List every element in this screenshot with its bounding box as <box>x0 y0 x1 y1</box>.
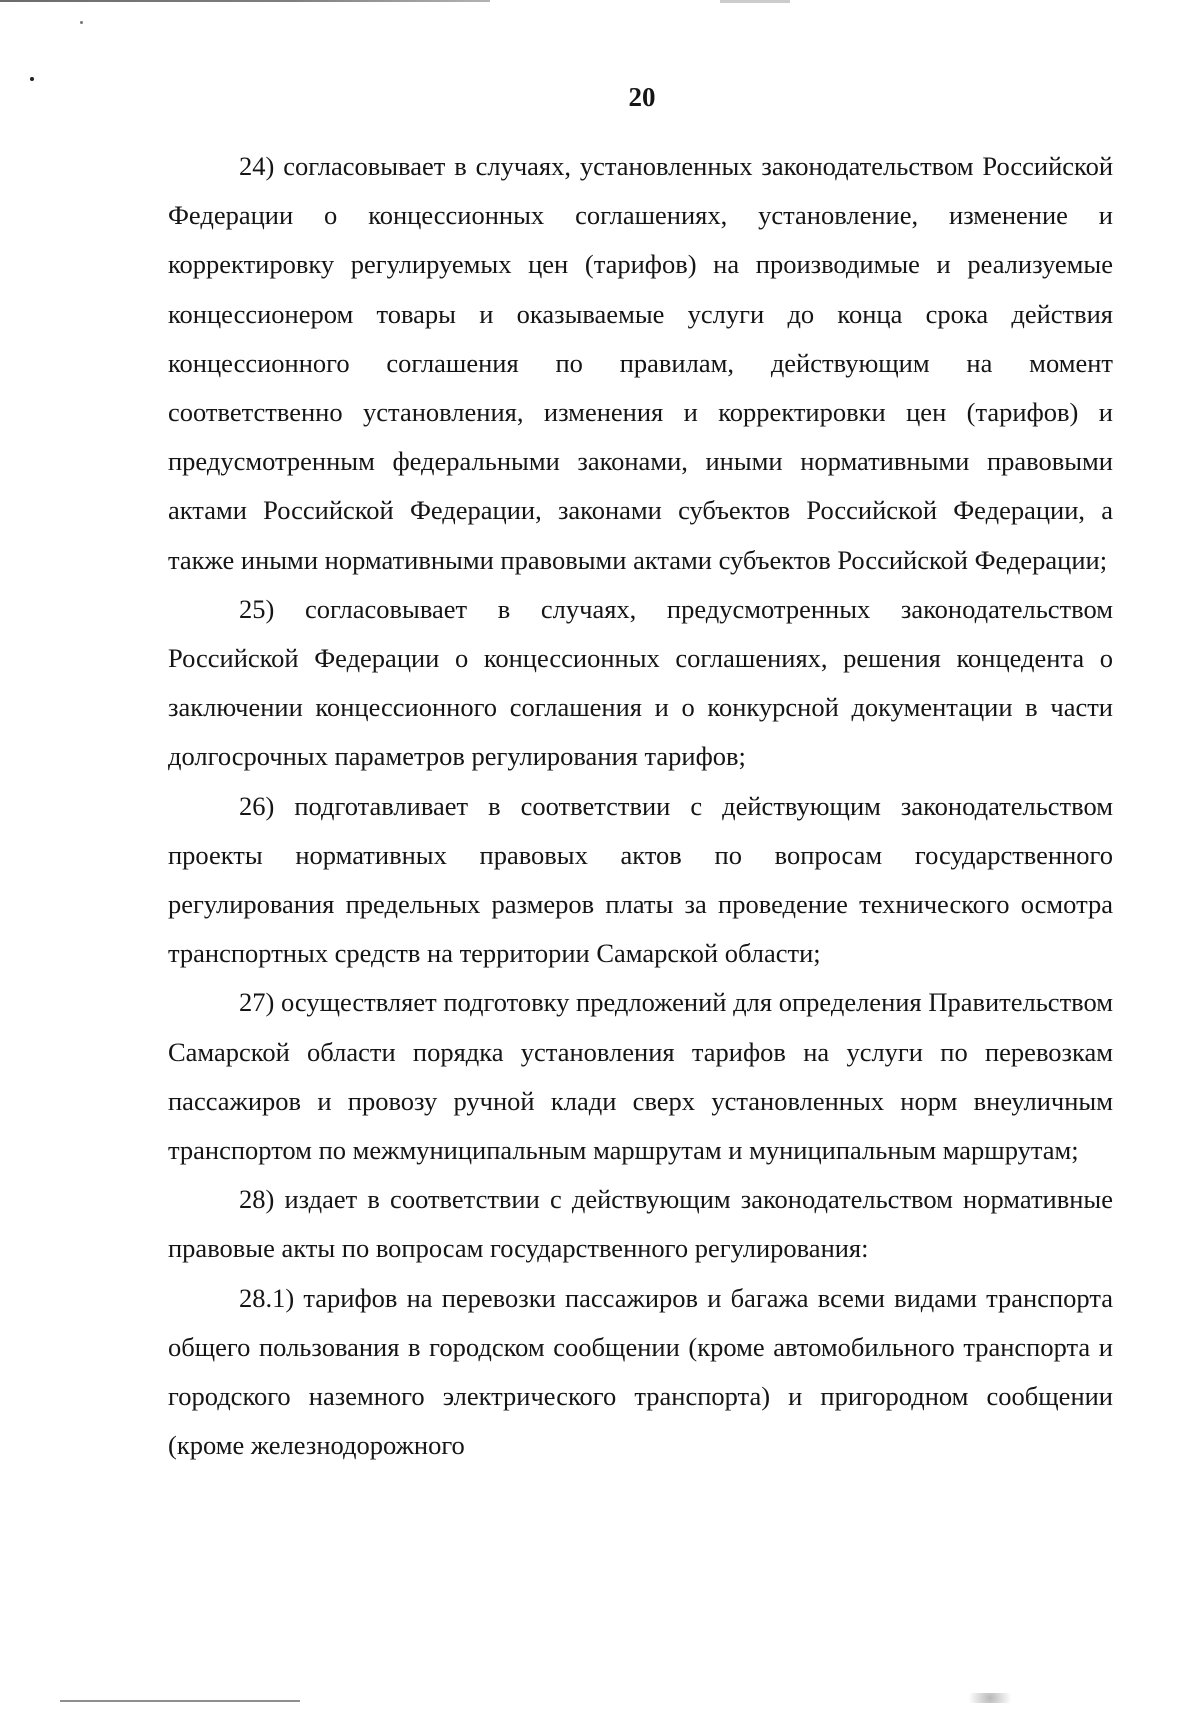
page-number: 20 <box>628 82 656 112</box>
paragraph-item-26: 26) подготавливает в соответствии с действующим законодательством проекты нормативных правовых актов по вопросам государственного регулирования предельных размеров платы за проведение технического осмотра транспортных средств на территории Самарской области; <box>168 790 1113 969</box>
scan-speck <box>30 77 34 81</box>
scan-edge-artifact <box>0 0 490 2</box>
document-body <box>168 142 1113 1470</box>
paragraph-item-28: 28) издает в соответствии с действующим законодательством нормативные правовые акты по вопросам государственного регулирования: <box>168 1184 1113 1264</box>
paragraph-item-28-1: 28.1) тарифов на перевозки пассажиров и багажа всеми видами транспорта общего пользования в городском сообщении (кроме автомобильного транспорта и городского наземного электрического транспорта) и пригородном сообщении (кроме железнодорожного <box>168 1282 1113 1461</box>
paragraph-item-24: 24) согласовывает в случаях, установленных законодательством Российской Федерации о концессионных соглашениях, установление, изменение и корректировку регулируемых цен (тарифов) на производимые и реализуемые концессионером товары и оказываемые услуги до конца срока действия концессионного соглашения по правилам, действующим на момент соответственно установления, изменения и корректировки цен (тарифов) и предусмотренным федеральными законами, иными нормативными правовыми актами Российской Федерации, законами субъектов Российской Федерации, а также иными нормативными правовыми актами субъектов Российской Федерации; <box>168 151 1113 575</box>
paragraph-item-25: 25) согласовывает в случаях, предусмотренных законодательством Российской Федерации о концессионных соглашениях, решения концедента о заключении концессионного соглашения и о конкурсной документации в части долгосрочных параметров регулирования тарифов; <box>168 593 1113 772</box>
scan-edge-artifact <box>720 0 790 3</box>
scan-speck <box>80 21 83 24</box>
scan-edge-artifact <box>960 1693 1020 1703</box>
scan-edge-artifact <box>60 1700 300 1702</box>
paragraph-item-27: 27) осуществляет подготовку предложений для определения Правительством Самарской области порядка установления тарифов на услуги по перевозкам пассажиров и провозу ручной клади сверх установленных норм внеуличным транспортом по межмуниципальным маршрутам и муниципальным маршрутам; <box>168 987 1113 1166</box>
